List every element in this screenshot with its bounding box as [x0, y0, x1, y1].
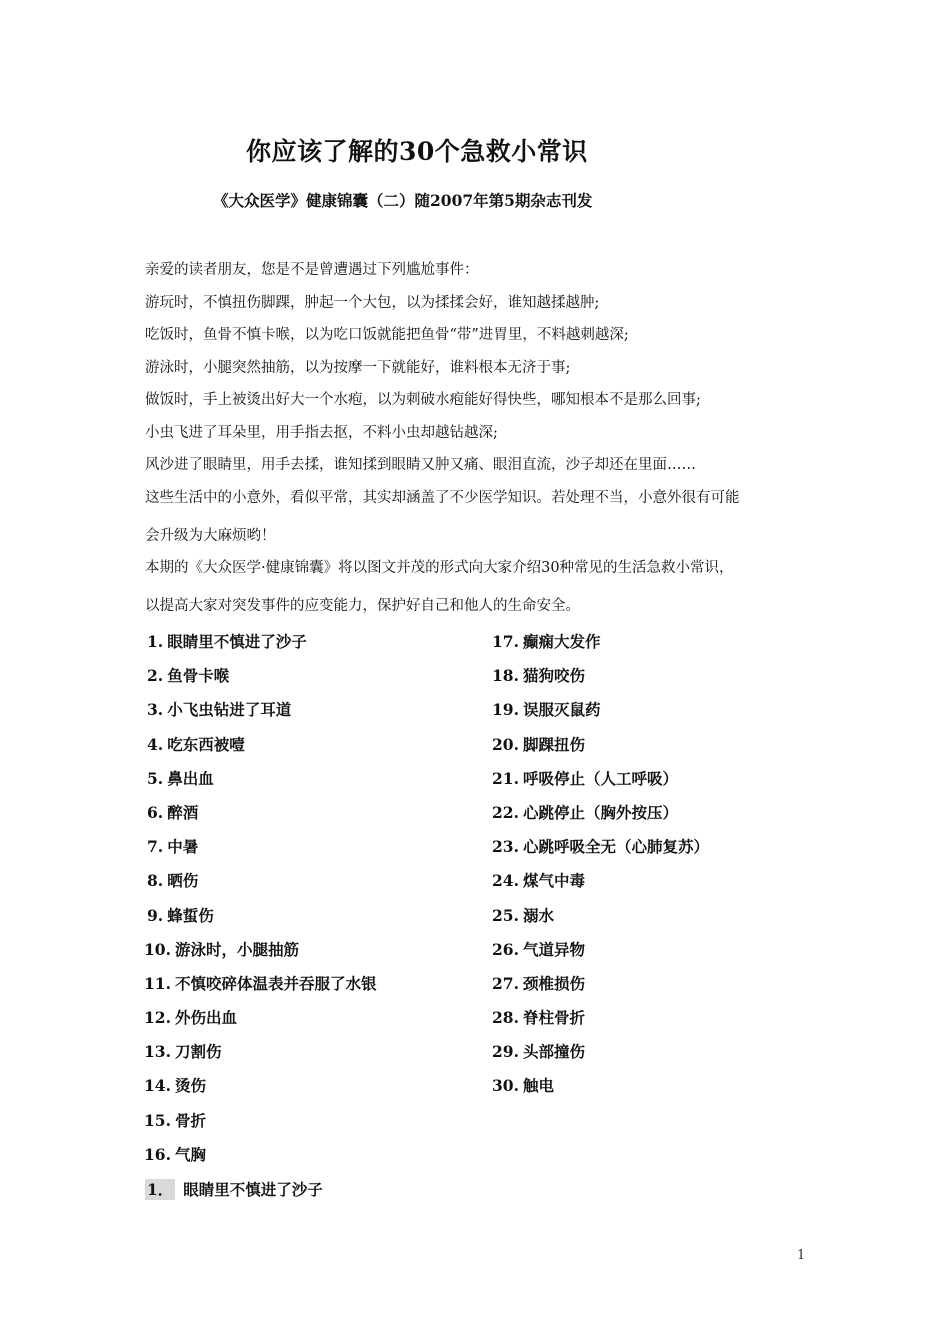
toc-item: 15. 骨折	[144, 1110, 206, 1130]
toc-item: 21. 呼吸停止（人工呼吸）	[492, 768, 678, 788]
toc-item: 10. 游泳时，小腿抽筋	[144, 939, 299, 959]
section-heading	[145, 1178, 323, 1200]
intro-line: 小虫飞进了耳朵里，用手指去抠，不料小虫却越钻越深;	[145, 424, 498, 441]
toc-item: 11. 不慎咬碎体温表并吞服了水银	[144, 973, 377, 993]
toc-item: 30. 触电	[492, 1076, 554, 1096]
toc-item: 28. 脊柱骨折	[492, 1008, 585, 1028]
page-number: 1	[797, 1248, 806, 1263]
intro-line: 会升级为大麻烦哟！	[145, 527, 276, 544]
intro-line: 做饭时，手上被烫出好大一个水疱，以为刺破水疱能好得快些，哪知根本不是那么回事;	[145, 392, 701, 408]
toc-item: 29. 头部撞伤	[492, 1042, 585, 1062]
intro-paragraph	[145, 258, 810, 627]
toc-item: 5. 鼻出血	[147, 768, 214, 788]
toc-item: 7. 中暑	[147, 837, 199, 857]
intro-line: 以提高大家对突发事件的应变能力，保护好自己和他人的生命安全。	[145, 598, 580, 614]
toc-item: 27. 颈椎损伤	[492, 973, 585, 993]
intro-line: 游泳时，小腿突然抽筋，以为按摩一下就能好，谁料根本无济于事;	[145, 359, 571, 376]
intro-line: 游玩时，不慎扭伤脚踝，肿起一个大包，以为揉揉会好，谁知越揉越肿;	[145, 294, 600, 311]
toc-item: 17. 癫痫大发作	[492, 632, 601, 651]
toc-item: 24. 煤气中毒	[492, 871, 585, 891]
toc-item: 23. 心跳呼吸全无（心肺复苏）	[492, 837, 709, 857]
intro-line: 亲爱的读者朋友，您是不是曾遭遇过下列尴尬事件：	[145, 262, 479, 278]
toc-item: 25. 溺水	[492, 905, 554, 925]
section-number: 1．	[147, 1180, 174, 1199]
toc-item: 22. 心跳停止（胸外按压）	[492, 802, 678, 822]
toc-item: 18. 猫狗咬伤	[492, 666, 585, 686]
toc-item: 19. 误服灭鼠药	[492, 700, 601, 720]
toc-item: 9. 蜂蜇伤	[147, 905, 214, 925]
toc-item: 20. 脚踝扭伤	[492, 734, 585, 754]
toc-item: 6. 醉酒	[147, 802, 199, 822]
toc-item: 26. 气道异物	[492, 939, 585, 959]
toc-item: 13. 刀割伤	[144, 1042, 222, 1062]
intro-line: 吃饭时，鱼骨不慎卡喉，以为吃口饭就能把鱼骨“带”进胃里，不料越刺越深;	[145, 327, 629, 343]
toc-item: 3. 小飞虫钻进了耳道	[147, 700, 292, 720]
document-subtitle: 《大众医学》健康锦囊（二）随2007年第5期杂志刊发	[213, 191, 593, 210]
toc-right-column	[492, 630, 822, 1109]
toc-left-column	[144, 630, 477, 1177]
toc-item: 1. 眼睛里不慎进了沙子	[147, 632, 307, 651]
section-title: 眼睛里不慎进了沙子	[183, 1180, 323, 1199]
toc-item: 4. 吃东西被噎	[147, 734, 245, 754]
intro-line: 这些生活中的小意外，看似平常，其实却涵盖了不少医学知识。若处理不当，小意外很有可能	[145, 489, 740, 506]
intro-line: 本期的《大众医学·健康锦囊》将以图文并茂的形式向大家介绍30种常见的生活急救小常识，	[145, 560, 734, 576]
document-title: 你应该了解的30个急救小常识	[246, 137, 588, 166]
toc-item: 2. 鱼骨卡喉	[147, 666, 230, 686]
toc-item: 16. 气胸	[144, 1144, 206, 1164]
intro-line: 风沙进了眼睛里，用手去揉，谁知揉到眼睛又肿又痛、眼泪直流，沙子却还在里面……	[145, 457, 696, 473]
toc-item: 8. 晒伤	[147, 871, 199, 891]
toc-item: 14. 烫伤	[144, 1076, 206, 1096]
toc-item: 12. 外伤出血	[144, 1008, 237, 1028]
